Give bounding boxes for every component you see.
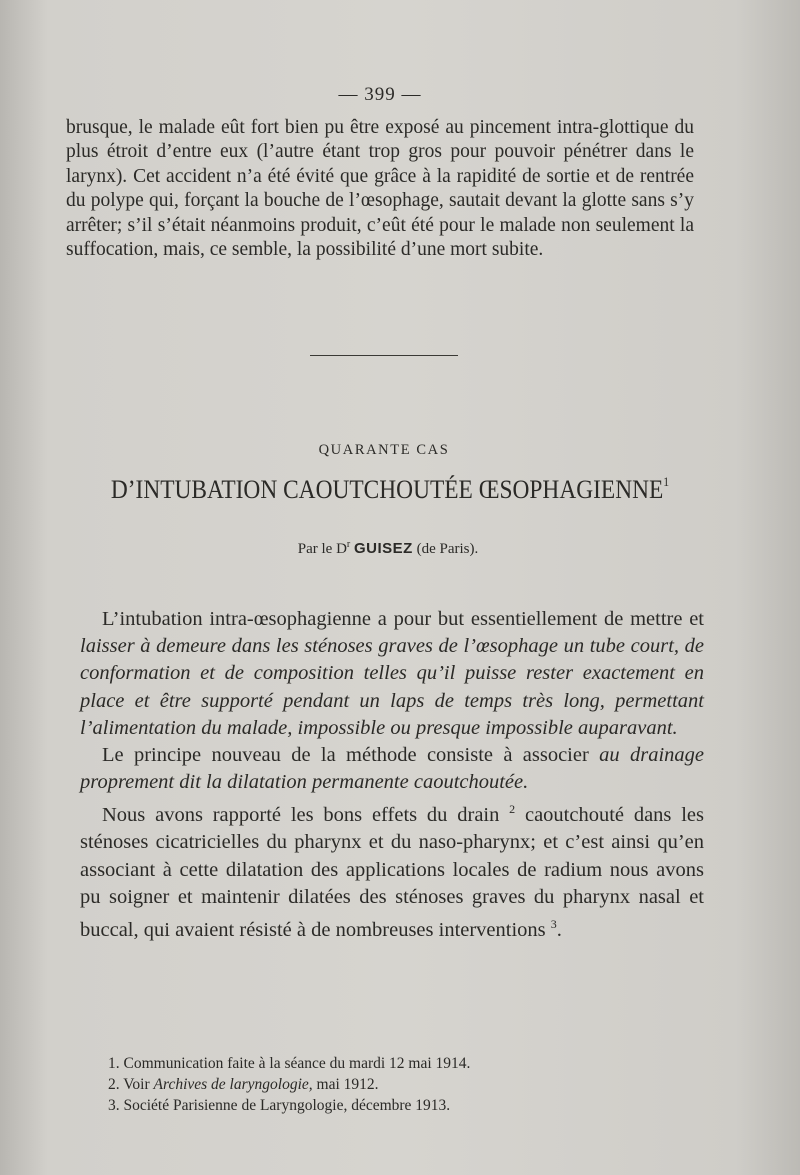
- byline: [0, 539, 776, 558]
- byline-sup: r: [346, 539, 351, 550]
- byline-suffix: (de Paris).: [416, 541, 479, 557]
- continuation-text: brusque, le malade eût fort bien pu être exposé au pincement intra-glottique du plus étroit d’entre eux (l’autre étant trop gros pour pouvoir pénétrer dans le larynx). Cet accident n’a été évité que grâce à la rapidité de sortie et de rentrée du polype qui, forçant la bouche de l’œsophage, sautait devant la glotte sans s’y arrêter; s’il s’était néanmoins produit, c’eût été pour le malade non seulement la suffocation, mais, ce semble, la possibilité d’une mort subite.: [66, 117, 694, 261]
- paragraph-3-end: .: [556, 918, 562, 941]
- article-title-text: D’INTUBATION CAOUTCHOUTÉE ŒSOPHAGIENNE: [110, 475, 664, 504]
- footnote-2-journal: Archives de laryngologie,: [153, 1076, 313, 1093]
- footnote-2-c: mai 1912.: [312, 1076, 379, 1093]
- article-title: [39, 474, 741, 505]
- paragraph-1: [80, 606, 704, 742]
- paragraph-3: [80, 796, 704, 944]
- article-title-small: QUARANTE CAS: [318, 442, 450, 458]
- byline-author: GUISEZ: [354, 540, 413, 557]
- paragraph-3-text-b: caoutchouté dans les sténoses cicatricielles du pharynx et du naso-pharynx; et c’est ainsi qu’en associant à cette dilatation des applications locales de radium nous avons pu soigner et maintenir dilatées des sténoses graves du pharynx nasal et buccal, qui avaient résisté à de nombreuses interventions: [80, 804, 704, 941]
- paragraph-3-text-a: Nous avons rapporté les bons effets du drain: [102, 804, 510, 827]
- continuation-paragraph: [66, 116, 694, 262]
- paragraph-2-roman: Le principe nouveau de la méthode consiste à associer: [102, 744, 600, 767]
- page-number: — 399 —: [338, 84, 422, 105]
- paragraph-2-italic: au drainage proprement dit la dilatation permanente caoutchoutée.: [80, 744, 704, 794]
- footnote-ref-2: 2: [509, 802, 516, 817]
- footnote-2-a: 2. Voir: [108, 1076, 154, 1093]
- paragraph-2: [80, 742, 704, 796]
- paragraph-1-italic: laisser à demeure dans les sténoses graves de l’œsophage un tube court, de conformation et de composition telles qu’il puisse rester exactement en place et être supporté pendant un laps de temps très long, permettant l’alimentation du malade, impossible ou presque impossible auparavant.: [80, 635, 704, 739]
- footnotes: [108, 1053, 708, 1116]
- title-footnote-ref: 1: [663, 474, 670, 489]
- footnote-ref-3: 3: [550, 917, 557, 932]
- footnote-2: [108, 1074, 708, 1095]
- article-body: [80, 606, 704, 944]
- byline-prefix: Par le D: [297, 541, 347, 557]
- paragraph-1-roman: L’intubation intra-œsophagienne a pour but essentiellement de mettre et: [102, 608, 704, 630]
- section-divider: [310, 355, 458, 356]
- footnote-1: 1. Communication faite à la séance du mardi 12 mai 1914.: [108, 1055, 471, 1072]
- footnote-3: 3. Société Parisienne de Laryngologie, décembre 1913.: [108, 1097, 451, 1114]
